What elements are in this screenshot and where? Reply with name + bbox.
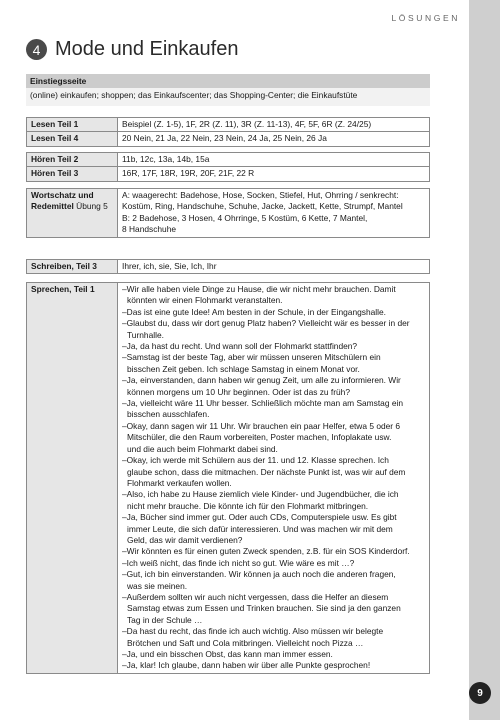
- row-label: Lesen Teil 1: [27, 118, 118, 132]
- side-bar: [469, 0, 500, 720]
- section-label: LÖSUNGEN: [391, 13, 460, 23]
- dialogue-line: Samstag etwas zum Essen und Trinken brauchen. Sie sind ja den ganzen: [127, 603, 401, 614]
- label-plain: Übung 5: [76, 201, 108, 212]
- intro-text: (online) einkaufen; shoppen; das Einkaufscenter; das Shopping-Center; die Einkaufstüte: [30, 90, 358, 101]
- dialogue-line: –Ja, einverstanden, dann haben wir genug Zeit, um alle zu informieren. Wir: [122, 375, 401, 386]
- dialogue-line: –Das ist eine gute Idee! Am besten in der Schule, in der Eingangshalle.: [122, 306, 386, 317]
- dialogue-line: könnten wir einen Flohmarkt veranstalten.: [127, 295, 283, 306]
- dialogue-line: –Okay, dann sagen wir 11 Uhr. Wir brauchen ein paar Helfer, etwa 5 oder 6: [122, 420, 401, 431]
- dialogue-line: bisschen Zeit geben. Ich schlage Samstag in einem Monat vor.: [127, 363, 360, 374]
- row-label: Hören Teil 3: [27, 167, 118, 181]
- dialogue-line: –Ja, klar! Ich glaube, dann haben wir über alle Punkte gesprochen!: [122, 660, 371, 671]
- dialogue-line: –Ja, vielleicht wäre 11 Uhr besser. Schließlich möchte man am Samstag ein: [122, 398, 403, 409]
- dialogue-line: –Wir alle haben viele Dinge zu Hause, die wir nicht mehr brauchen. Damit: [122, 284, 396, 294]
- dialogue-line: Turnhalle.: [127, 329, 164, 340]
- dialogue-line: –Okay, ich werde mit Schülern aus der 11. und 12. Klasse sprechen. Ich: [122, 455, 389, 466]
- row-label: Schreiben, Teil 3: [27, 260, 118, 274]
- dialogue-line: Mitschüler, die den Raum vorbereiten, Poster machen, Infoplakate usw.: [127, 432, 392, 443]
- dialogue-line: –Glaubst du, dass wir dort genug Platz haben? Vielleicht wär es besser in der: [122, 318, 410, 329]
- row-label: [27, 189, 118, 238]
- table-row: [27, 167, 430, 181]
- label-bold: Redemittel: [31, 201, 74, 212]
- dialogue-line: –Ja, da hast du recht. Und wann soll der Flohmarkt stattfinden?: [122, 341, 358, 352]
- table-row: [27, 189, 430, 238]
- dialogue-line: –Ja, Bücher sind immer gut. Oder auch CDs, Computerspiele usw. Es gibt: [122, 512, 397, 523]
- dialogue-line: –Außerdem sollten wir auch nicht vergessen, dass die Helfer an diesem: [122, 591, 389, 602]
- row-answer: 11b, 12c, 13a, 14b, 15a: [118, 153, 430, 167]
- row-answer: 16R, 17F, 18R, 19R, 20F, 21F, 22 R: [118, 167, 430, 181]
- dialogue-line: –Gut, ich bin einverstanden. Wir können ja auch noch die anderen fragen,: [122, 569, 396, 580]
- dialogue-line: –Ich weiß nicht, das finde ich nicht so gut. Wie wäre es mit …?: [122, 557, 355, 568]
- page-number: 9: [469, 682, 491, 704]
- lesen-table: [26, 117, 430, 147]
- row-label: Sprechen, Teil 1: [27, 283, 118, 674]
- chapter-number: 4: [26, 39, 47, 60]
- dialogue-line: glaube schon, dass die mitmachen. Der nächste Punkt ist, was wir auf dem: [127, 466, 406, 477]
- table-row: [27, 283, 430, 674]
- wortschatz-table: [26, 188, 430, 238]
- table-row: [27, 132, 430, 146]
- row-answer: Ihrer, ich, sie, Sie, Ich, Ihr: [118, 260, 430, 274]
- row-answer: 20 Nein, 21 Ja, 22 Nein, 23 Nein, 24 Ja, 25 Nein, 26 Ja: [118, 132, 430, 146]
- dialogue-line: können morgens um 10 Uhr beginnen. Oder ist das zu früh?: [127, 386, 350, 397]
- dialogue-line: Brötchen und Saft und Cola mitbringen. Vielleicht noch Pizza …: [127, 637, 364, 648]
- dialogue-text: [118, 283, 430, 674]
- chapter-title: Mode und Einkaufen: [55, 38, 239, 60]
- dialogue-line: Geld, das wir damit verdienen?: [127, 534, 243, 545]
- dialogue-line: was sie meinen.: [127, 580, 188, 591]
- dialogue-line: –Ja, und ein bisschen Obst, das kann man immer essen.: [122, 649, 333, 659]
- table-row: [27, 260, 430, 274]
- dialogue-line: –Da hast du recht, das finde ich auch wichtig. Also müssen wir belegte: [122, 626, 384, 637]
- answer-line: Kostüm, Ring, Handschuhe, Schuhe, Jacke, Jackett, Kette, Strumpf, Mantel: [122, 201, 403, 212]
- row-answer: [118, 189, 430, 238]
- answer-line: 8 Handschuhe: [122, 224, 177, 235]
- dialogue-line: Flohmarkt verkaufen wollen.: [127, 477, 232, 488]
- dialogue-line: Tag in der Schule …: [127, 614, 203, 625]
- dialogue-line: –Samstag ist der beste Tag, aber wir müssen unseren Mitschülern ein: [122, 352, 381, 363]
- intro-heading: Einstiegsseite: [26, 74, 430, 88]
- dialogue-line: –Wir könnten es für einen guten Zweck spenden, z.B. für ein SOS Kinderdorf.: [122, 546, 410, 557]
- schreiben-table: [26, 259, 430, 274]
- row-label: Lesen Teil 4: [27, 132, 118, 146]
- dialogue-line: immer Leute, die sich dafür interessieren. Und was machen wir mit dem: [127, 523, 393, 534]
- table-row: [27, 118, 430, 132]
- table-row: [27, 153, 430, 167]
- row-answer: Beispiel (Z. 1-5), 1F, 2R (Z. 11), 3R (Z. 11-13), 4F, 5F, 6R (Z. 24/25): [118, 118, 430, 132]
- hoeren-table: [26, 152, 430, 182]
- answer-line: B: 2 Badehose, 3 Hosen, 4 Ohrringe, 5 Kostüm, 6 Kette, 7 Mantel,: [122, 212, 368, 223]
- intro-box: [26, 74, 430, 106]
- dialogue-line: und die auch beim Flohmarkt dabei sind.: [127, 443, 278, 454]
- label-line: Wortschatz und: [31, 190, 94, 200]
- dialogue-line: –Also, ich habe zu Hause ziemlich viele Kinder- und Jugendbücher, die ich: [122, 489, 399, 500]
- dialogue-line: bisschen ausschlafen.: [127, 409, 210, 420]
- row-label: Hören Teil 2: [27, 153, 118, 167]
- chapter-heading: [26, 38, 238, 61]
- label-line: [31, 201, 113, 212]
- sprechen-table: [26, 282, 430, 674]
- dialogue-line: nicht mehr brauche. Die könnte ich für den Flohmarkt mitbringen.: [127, 500, 369, 511]
- answer-line: A: waagerecht: Badehose, Hose, Socken, Stiefel, Hut, Ohrring / senkrecht:: [122, 190, 399, 200]
